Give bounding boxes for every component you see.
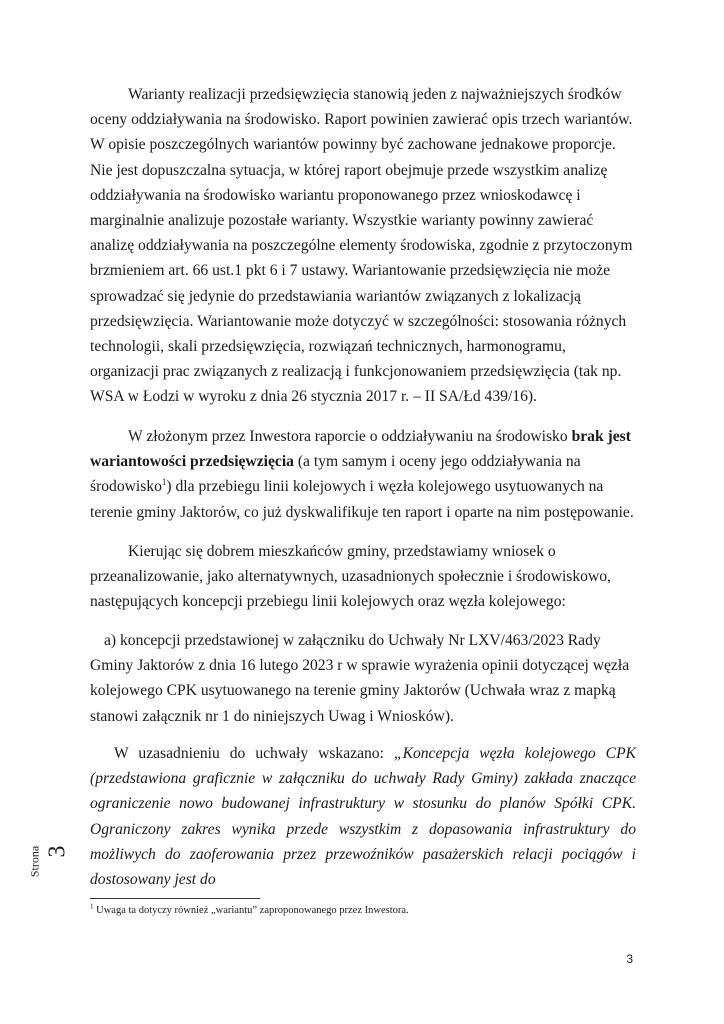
- paragraph-investor-report: [90, 424, 636, 525]
- paragraph-text: Warianty realizacji przedsięwzięcia stanowią jeden z najważniejszych środków oceny oddziaływania na środowisko. Raport powinien zawierać opis trzech wariantów. W opisie poszczególnych wariantów powinny być zachowane jednakowe proporcje. Nie jest dopuszczalna sytuacja, w której raport obejmuje przede wszystkim analizę oddziaływania na środowisko wariantu proponowanego przez wnioskodawcę i marginalnie analizuje pozostałe warianty. Wszystkie warianty powinny zawierać analizę oddziaływania na poszczególne elementy środowiska, zgodnie z przytoczonym brzmieniem art. 66 ust.1 pkt 6 i 7 ustawy. Wariantowanie przedsięwzięcia nie może sprowadzać się jedynie do przedstawiania wariantów związanych z lokalizacją przedsięwzięcia. Wariantowanie może dotyczyć w szczególności: stosowania różnych technologii, skali przedsięwzięcia, rozwiązań technicznych, harmonogramu, organizacji prac związanych z realizacją i funkcjonowaniem przedsięwzięcia (tak np. WSA w Łodzi w wyroku z dnia 26 stycznia 2017 r. – II SA/Łd 439/16).: [90, 86, 633, 406]
- paragraph-request: [90, 539, 636, 615]
- paragraph-variants: [90, 82, 636, 410]
- text-span: ) dla przebiegu linii kolejowych i węzła kolejowego usytuowanych na terenie gminy Jaktorów, co już dyskwalifikuje ten raport i oparte na nim postępowanie.: [90, 478, 634, 521]
- list-item-text: a) koncepcji przedstawionej w załączniku do Uchwały Nr LXV/463/2023 Rady Gminy Jaktorów z dnia 16 lutego 2023 r w sprawie wyrażenia opinii dotyczącej węzła kolejowego CPK usytuowanego na terenie gminy Jaktorów (Uchwała wraz z mapką stanowi załącznik nr 1 do niniejszych Uwag i Wniosków).: [90, 632, 630, 725]
- paragraph-text: Kierując się dobrem mieszkańców gminy, przedstawiamy wniosek o przeanalizowanie, jako alternatywnych, uzasadnionych społecznie i środowiskowo, następujących koncepcji przebiegu linii kolejowych oraz węzła kolejowego:: [90, 543, 611, 611]
- list-item-a: [90, 628, 636, 729]
- text-span: (a tym samym i oceny jego oddziaływania na środowisko: [90, 453, 581, 496]
- text-span: W złożonym przez Inwestora raporcie o oddziaływaniu na środowisko: [128, 428, 572, 445]
- footnote-text: Uwaga ta dotyczy również „wariantu” zaproponowanego przez Inwestora.: [93, 905, 409, 916]
- footnote-separator: [90, 898, 260, 899]
- side-label-word: Strona: [27, 845, 42, 878]
- paragraph-justification: [90, 741, 636, 892]
- page-number: 3: [626, 952, 633, 966]
- page-side-label: [18, 832, 71, 882]
- footnote-reference[interactable]: 1: [161, 477, 167, 488]
- quoted-text: „Koncepcja węzła kolejowego CPK (przedstawiona graficznie w załączniku do uchwały Rady Gminy) zakłada znaczące ograniczenie nowo budowanej infrastruktury w stosunku do planów Spółki CPK. Ograniczony zakres wynika przede wszystkim z dopasowania infrastruktury do możliwych do zaoferowania przez przewoźników pasażerskich relacji pociągów i dostosowany jest do: [90, 745, 636, 889]
- text-span: W uzasadnieniu do uchwały wskazano:: [114, 745, 394, 762]
- side-label-number: 3: [44, 845, 71, 858]
- footnote-marker: 1: [90, 902, 94, 911]
- bold-emphasis: brak jest wariantowości przedsięwzięcia: [90, 428, 631, 471]
- footnote: [90, 904, 636, 918]
